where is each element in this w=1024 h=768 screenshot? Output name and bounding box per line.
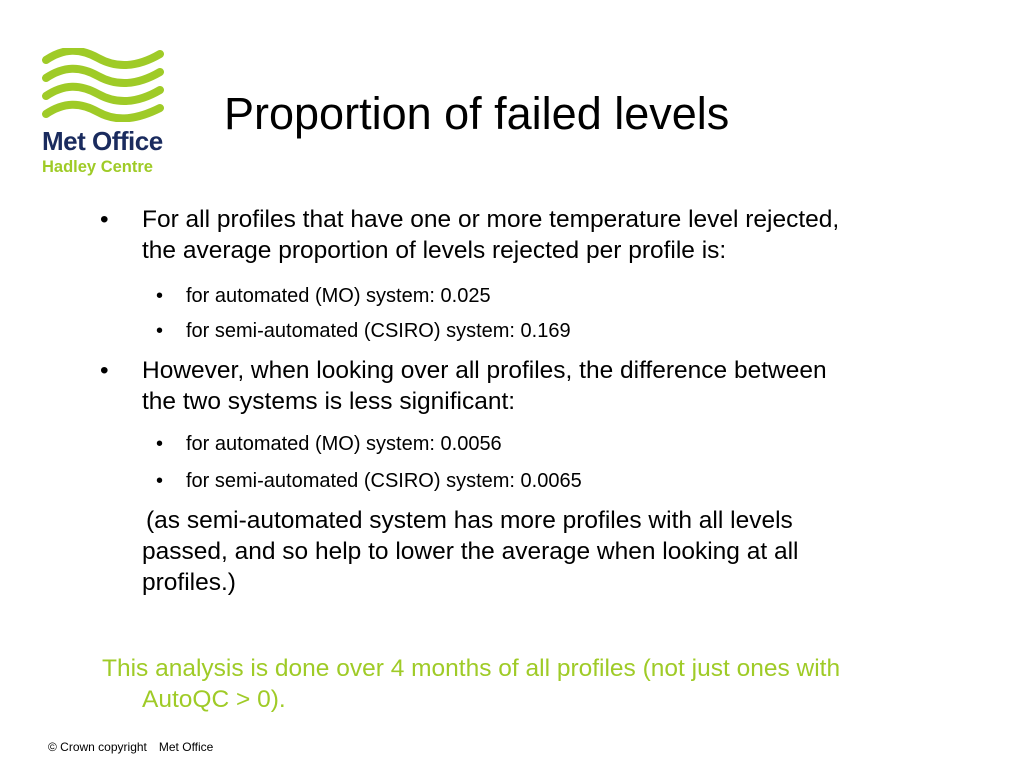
sub-bullet-text: for semi-automated (CSIRO) system: 0.0065: [186, 470, 582, 492]
footer-org: Met Office: [158, 740, 214, 754]
bullet-text-line: For all profiles that have one or more temperature level rejected,: [142, 206, 840, 233]
analysis-line: AutoQC > 0).: [142, 686, 286, 713]
waves-icon: [40, 48, 166, 122]
analysis-note: [102, 653, 982, 715]
copyright-text: © Crown copyright: [48, 740, 147, 754]
logo-subtitle: Hadley Centre: [42, 158, 153, 176]
sub-bullet-item: [156, 431, 502, 457]
note-line: profiles.): [142, 569, 236, 596]
sub-bullet-text: for automated (MO) system: 0.025: [186, 285, 491, 307]
analysis-line: This analysis is done over 4 months of all profiles (not just ones with: [102, 655, 841, 682]
note-line: passed, and so help to lower the average when looking at all: [142, 538, 799, 565]
bullet-text-line: However, when looking over all profiles, the difference between: [142, 357, 827, 384]
note-line: (as semi-automated system has more profiles with all levels: [146, 507, 793, 534]
bullet-marker: •: [100, 206, 109, 233]
note-paragraph: [142, 505, 932, 598]
met-office-logo: [36, 48, 176, 183]
sub-bullet-item: [156, 318, 571, 344]
bullet-marker: •: [156, 433, 164, 455]
sub-bullet-item: [156, 468, 582, 494]
sub-bullet-text: for semi-automated (CSIRO) system: 0.169: [186, 320, 571, 342]
bullet-marker: •: [156, 320, 164, 342]
footer: [48, 740, 213, 754]
bullet-marker: •: [156, 470, 164, 492]
bullet-item: [100, 204, 980, 266]
sub-bullet-item: [156, 283, 491, 309]
slide-title: Proportion of failed levels: [224, 88, 730, 139]
bullet-text-line: the two systems is less significant:: [142, 388, 516, 415]
bullet-marker: •: [100, 357, 109, 384]
bullet-marker: •: [156, 285, 164, 307]
bullet-text-line: the average proportion of levels rejected per profile is:: [142, 237, 727, 264]
sub-bullet-text: for automated (MO) system: 0.0056: [186, 433, 502, 455]
bullet-item: [100, 355, 980, 417]
logo-name: Met Office: [42, 126, 163, 156]
